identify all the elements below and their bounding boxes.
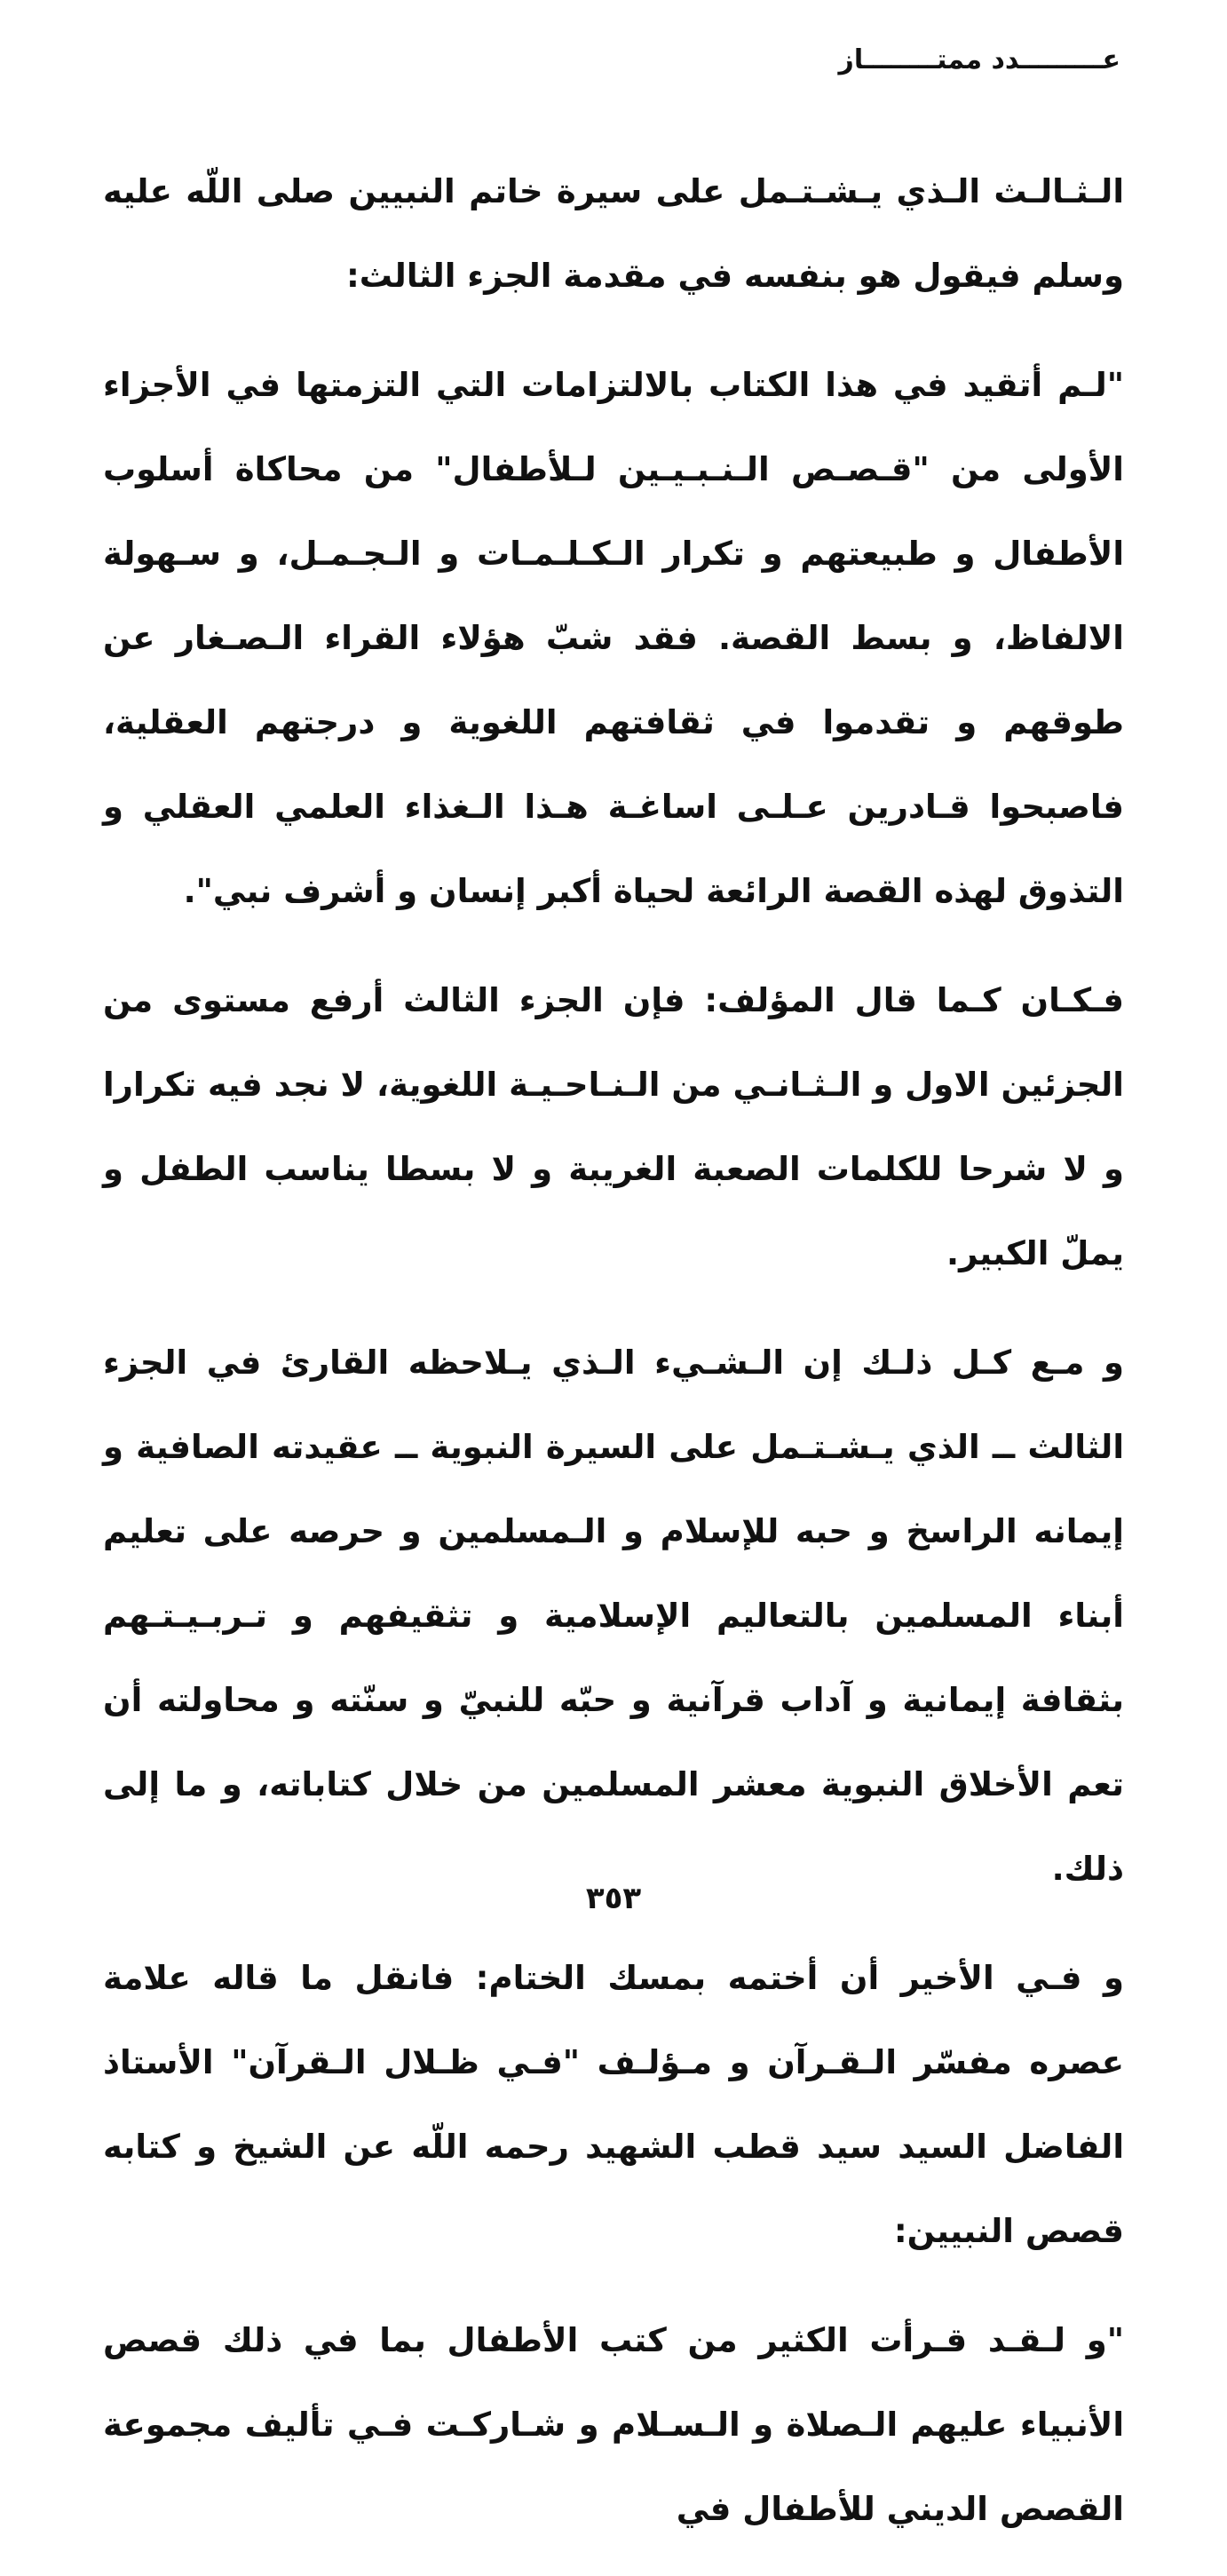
paragraph-3: فـكـان كـما قال المؤلف: فإن الجزء الثالث أرفع مستوى من الجزئين الاول و الـثـانـي من الـنـاحـيـة اللغوية، لا نجد فيه تكرارا و لا شرحا للكلمات الصعبة الغريبة و لا بسطا يناسب الطفل و يملّ الكبير. bbox=[103, 981, 1124, 1272]
paragraph-6-quote: "و لـقـد قـرأت الكثير من كتب الأطفال بما في ذلك قصص الأنبياء عليهم الـصلاة و الـسـلام و شـاركـت فـي تأليف مجموعة القصص الديني للأطفال في bbox=[103, 2321, 1124, 2528]
running-header-title: عـــــــــدد ممتــــــــاز bbox=[838, 44, 1120, 75]
body-text bbox=[103, 149, 1124, 2576]
paragraph-1: الـثـالـث الـذي يـشـتـمل على سيرة خاتم النبيين صلى اللّه عليه وسلم فيقول هو بنفسه في مقدمة الجزء الثالث: bbox=[103, 172, 1124, 295]
page-number: ٣٥٣ bbox=[585, 1881, 642, 1916]
running-header bbox=[839, 44, 1120, 75]
paragraph-4: و مـع كـل ذلـك إن الـشـيء الـذي يـلاحظه القارئ في الجزء الثالث ــ الذي يـشـتـمل على السيرة النبوية ــ عقيدته الصافية و إيمانه الراسخ و حبه للإسلام و الـمسلمين و حرصه على تعليم أبناء المسلمين بالتعاليم الإسلامية و تثقيفهم و تـربـيـتـهم بثقافة إيمانية و آداب قرآنية و حبّه للنبيّ و سنّته و محاولته أن تعم الأخلاق النبوية معشر المسلمين من خلال كتاباته، و ما إلى ذلك. bbox=[103, 1343, 1124, 1888]
paragraph-5: و فـي الأخير أن أختمه بمسك الختام: فانقل ما قاله علامة عصره مفسّر الـقـرآن و مـؤلـف "فـي ظـلال الـقرآن" الأستاذ الفاضل السيد سيد قطب الشهيد رحمه اللّه عن الشيخ و كتابه قصص النبيين: bbox=[103, 1959, 1124, 2250]
paragraph-2-quote: "لـم أتقيد في هذا الكتاب بالالتزامات التي التزمتها في الأجزاء الأولى من "قـصـص الـنـبـيـين لـلأطفال" من محاكاة أسلوب الأطفال و طبيعتهم و تكرار الـكـلـمـات و الـجـمـل، و سـهولة الالفاظ، و بسط القصة. فقد شبّ هؤلاء القراء الـصـغار عن طوقهم و تقدموا في ثقافتهم اللغوية و درجتهم العقلية، فاصبحوا قـادرين عـلـى اساغـة هـذا الـغذاء العلمي العقلي و التذوق لهذه القصة الرائعة لحياة أكبر إنسان و أشرف نبي". bbox=[103, 366, 1124, 910]
